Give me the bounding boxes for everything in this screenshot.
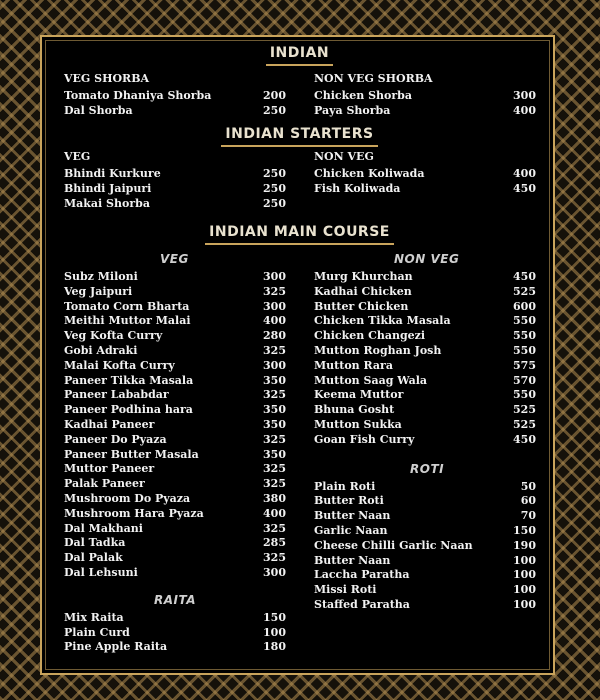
menu-item-price: 550 xyxy=(513,388,536,402)
menu-item-price: 250 xyxy=(263,196,286,210)
menu-item xyxy=(64,104,286,119)
menu-item-price: 525 xyxy=(513,417,536,431)
main-veg-list xyxy=(64,270,286,581)
menu-item-price: 60 xyxy=(520,494,536,508)
menu-item xyxy=(64,626,286,641)
menu-item-price: 300 xyxy=(263,358,286,372)
menu-item xyxy=(314,480,536,495)
menu-item-price: 100 xyxy=(513,597,536,611)
menu-item xyxy=(314,388,536,403)
menu-item-name: Kadhai Paneer xyxy=(64,417,155,431)
menu-item-price: 325 xyxy=(263,432,286,446)
menu-item-price: 600 xyxy=(513,299,536,313)
menu-item-price: 250 xyxy=(263,181,286,195)
menu-item xyxy=(314,598,536,613)
menu-item-name: Dal Palak xyxy=(64,551,123,565)
menu-item-price: 300 xyxy=(513,89,536,102)
menu-item-price: 325 xyxy=(263,551,286,565)
menu-item-name: Bhindi Kurkure xyxy=(64,167,161,180)
roti-list xyxy=(314,480,536,613)
indian-veg-list xyxy=(64,89,286,119)
menu-item-name: Plain Roti xyxy=(314,479,376,493)
menu-item-price: 550 xyxy=(513,343,536,357)
menu-item-name: Tomato Corn Bharta xyxy=(64,299,190,313)
menu-item-name: Muttor Paneer xyxy=(64,462,155,476)
menu-item-name: Dal Shorba xyxy=(64,103,133,117)
menu-item-name: Fish Koliwada xyxy=(314,181,401,195)
menu-item-name: Malai Kofta Curry xyxy=(64,358,175,372)
menu-item-name: Goan Fish Curry xyxy=(314,432,415,446)
menu-item xyxy=(314,359,536,374)
indian-nonveg-label: NON VEG SHORBA xyxy=(314,72,433,85)
menu-item-price: 570 xyxy=(513,373,536,387)
menu-item-name: Chicken Koliwada xyxy=(314,167,425,180)
menu-item-name: Laccha Paratha xyxy=(314,568,410,582)
menu-item xyxy=(314,344,536,359)
starters-nonveg-label: NON VEG xyxy=(314,150,374,163)
menu-item-name: Subz Miloni xyxy=(64,270,138,283)
menu-item-name: Meithi Muttor Malai xyxy=(64,314,191,328)
menu-item-price: 400 xyxy=(513,167,536,180)
menu-item xyxy=(64,507,286,522)
menu-item xyxy=(64,536,286,551)
menu-item-price: 285 xyxy=(263,536,286,550)
menu-item-price: 350 xyxy=(263,417,286,431)
menu-item-name: Paneer Do Pyaza xyxy=(64,432,167,446)
menu-item-name: Paneer Lababdar xyxy=(64,388,169,402)
main-veg-column xyxy=(64,248,286,655)
menu-item-price: 180 xyxy=(263,640,286,654)
menu-item xyxy=(64,182,286,197)
menu-item xyxy=(314,524,536,539)
starters-nonveg-column xyxy=(314,147,536,197)
menu-item-price: 70 xyxy=(520,509,536,523)
menu-item xyxy=(314,285,536,300)
section-title-starters: INDIAN STARTERS xyxy=(42,126,557,147)
menu-item xyxy=(64,359,286,374)
menu-item-name: Mutton Sukka xyxy=(314,417,402,431)
roti-label: ROTI xyxy=(410,461,445,476)
menu-item-name: Bhindi Jaipuri xyxy=(64,181,152,195)
menu-item-name: Makai Shorba xyxy=(64,196,150,210)
menu-item xyxy=(314,89,536,104)
menu-item-name: Bhuna Gosht xyxy=(314,403,395,417)
menu-item-name: Butter Roti xyxy=(314,494,384,508)
menu-item xyxy=(64,329,286,344)
menu-item-price: 300 xyxy=(263,299,286,313)
menu-item-name: Tomato Dhaniya Shorba xyxy=(64,89,212,102)
indian-nonveg-list xyxy=(314,89,536,119)
menu-item-name: Plain Curd xyxy=(64,625,130,639)
menu-item xyxy=(314,539,536,554)
menu-item-price: 450 xyxy=(513,181,536,195)
starters-nonveg-list xyxy=(314,167,536,197)
menu-item-price: 325 xyxy=(263,343,286,357)
menu-item-name: Keema Muttor xyxy=(314,388,404,402)
menu-item-price: 450 xyxy=(513,270,536,283)
menu-item-price: 325 xyxy=(263,388,286,402)
menu-item-name: Murg Khurchan xyxy=(314,270,413,283)
menu-item xyxy=(64,433,286,448)
menu-item-price: 525 xyxy=(513,284,536,298)
menu-item-price: 150 xyxy=(513,523,536,537)
starters-veg-label: VEG xyxy=(64,150,91,163)
menu-item-name: Missi Roti xyxy=(314,583,377,597)
menu-item-price: 325 xyxy=(263,284,286,298)
menu-item xyxy=(64,344,286,359)
menu-item-price: 400 xyxy=(263,314,286,328)
menu-item-name: Veg Jaipuri xyxy=(64,284,133,298)
menu-item xyxy=(64,477,286,492)
menu-item-name: Butter Naan xyxy=(314,553,391,567)
menu-item xyxy=(64,314,286,329)
menu-item-price: 100 xyxy=(513,583,536,597)
main-veg-label: VEG xyxy=(160,252,189,266)
menu-item-name: Garlic Naan xyxy=(314,523,388,537)
menu-item-price: 350 xyxy=(263,403,286,417)
menu-item-name: Veg Kofta Curry xyxy=(64,329,163,343)
menu-item xyxy=(314,329,536,344)
menu-item xyxy=(314,270,536,285)
menu-panel xyxy=(40,35,555,675)
menu-item-price: 325 xyxy=(263,477,286,491)
menu-item-price: 190 xyxy=(513,538,536,552)
menu-item-price: 200 xyxy=(263,89,286,102)
menu-item-price: 280 xyxy=(263,329,286,343)
menu-item xyxy=(314,314,536,329)
menu-item xyxy=(64,462,286,477)
menu-item-name: Mutton Roghan Josh xyxy=(314,343,442,357)
menu-item xyxy=(64,640,286,655)
menu-item xyxy=(314,583,536,598)
menu-item xyxy=(314,418,536,433)
menu-item xyxy=(314,494,536,509)
menu-item-name: Mutton Saag Wala xyxy=(314,373,428,387)
menu-item-name: Dal Makhani xyxy=(64,521,143,535)
menu-item-name: Paya Shorba xyxy=(314,103,391,117)
section-title-indian: INDIAN xyxy=(42,45,557,66)
menu-item-name: Paneer Podhina hara xyxy=(64,403,193,417)
menu-item xyxy=(64,374,286,389)
menu-item xyxy=(64,418,286,433)
menu-item-name: Kadhai Chicken xyxy=(314,284,412,298)
menu-item xyxy=(314,568,536,583)
menu-item xyxy=(64,285,286,300)
menu-item-name: Chicken Shorba xyxy=(314,89,412,102)
menu-item-price: 575 xyxy=(513,358,536,372)
menu-item xyxy=(64,492,286,507)
menu-item-price: 100 xyxy=(263,625,286,639)
menu-item-price: 300 xyxy=(263,270,286,283)
menu-item-price: 400 xyxy=(263,506,286,520)
menu-item-price: 50 xyxy=(520,479,536,493)
menu-item xyxy=(314,374,536,389)
menu-item-name: Paneer Butter Masala xyxy=(64,447,199,461)
indian-veg-column xyxy=(64,69,286,119)
menu-item-price: 350 xyxy=(263,373,286,387)
menu-item xyxy=(64,566,286,581)
menu-item-name: Mushroom Hara Pyaza xyxy=(64,506,204,520)
menu-item-name: Butter Naan xyxy=(314,509,391,523)
main-nonveg-column xyxy=(314,248,536,613)
main-nonveg-label: NON VEG xyxy=(394,252,460,266)
menu-item-price: 550 xyxy=(513,314,536,328)
menu-item xyxy=(64,89,286,104)
menu-item xyxy=(314,554,536,569)
menu-item-price: 450 xyxy=(513,432,536,446)
menu-item xyxy=(314,167,536,182)
menu-item xyxy=(64,448,286,463)
menu-item-price: 350 xyxy=(263,447,286,461)
menu-item-price: 250 xyxy=(263,103,286,117)
menu-item-name: Staffed Paratha xyxy=(314,597,410,611)
menu-item-name: Dal Tadka xyxy=(64,536,126,550)
menu-item-price: 250 xyxy=(263,167,286,180)
menu-item-name: Butter Chicken xyxy=(314,299,409,313)
starters-veg-column xyxy=(64,147,286,211)
menu-item xyxy=(314,182,536,197)
menu-item-price: 550 xyxy=(513,329,536,343)
menu-item-name: Dal Lehsuni xyxy=(64,565,138,579)
menu-item xyxy=(314,104,536,119)
menu-item-price: 325 xyxy=(263,521,286,535)
menu-item-name: Palak Paneer xyxy=(64,477,145,491)
menu-item-price: 150 xyxy=(263,610,286,624)
menu-item xyxy=(64,197,286,212)
menu-item xyxy=(64,167,286,182)
section-title-main-course: INDIAN MAIN COURSE xyxy=(42,224,557,245)
raita-label: RAITA xyxy=(154,592,197,607)
indian-veg-label: VEG SHORBA xyxy=(64,72,150,85)
main-nonveg-list xyxy=(314,270,536,448)
menu-item-price: 525 xyxy=(513,403,536,417)
menu-item xyxy=(314,403,536,418)
menu-item-name: Paneer Tikka Masala xyxy=(64,373,194,387)
menu-item-price: 300 xyxy=(263,565,286,579)
menu-item xyxy=(64,403,286,418)
menu-item-name: Gobi Adraki xyxy=(64,343,138,357)
menu-item-price: 380 xyxy=(263,491,286,505)
raita-list xyxy=(64,611,286,655)
menu-item xyxy=(314,509,536,524)
menu-item-name: Cheese Chilli Garlic Naan xyxy=(314,538,473,552)
menu-item-name: Mix Raita xyxy=(64,610,124,624)
menu-item xyxy=(314,433,536,448)
menu-item-name: Chicken Tikka Masala xyxy=(314,314,451,328)
menu-item-name: Pine Apple Raita xyxy=(64,640,168,654)
menu-item xyxy=(64,300,286,315)
menu-item xyxy=(314,300,536,315)
menu-item-price: 100 xyxy=(513,553,536,567)
menu-item xyxy=(64,388,286,403)
menu-item-price: 400 xyxy=(513,103,536,117)
menu-item xyxy=(64,270,286,285)
menu-item xyxy=(64,522,286,537)
menu-item-name: Chicken Changezi xyxy=(314,329,426,343)
menu-item xyxy=(64,611,286,626)
menu-item xyxy=(64,551,286,566)
starters-veg-list xyxy=(64,167,286,211)
menu-item-name: Mushroom Do Pyaza xyxy=(64,491,191,505)
menu-item-name: Mutton Rara xyxy=(314,358,393,372)
indian-nonveg-column xyxy=(314,69,536,119)
menu-item-price: 325 xyxy=(263,462,286,476)
menu-item-price: 100 xyxy=(513,568,536,582)
